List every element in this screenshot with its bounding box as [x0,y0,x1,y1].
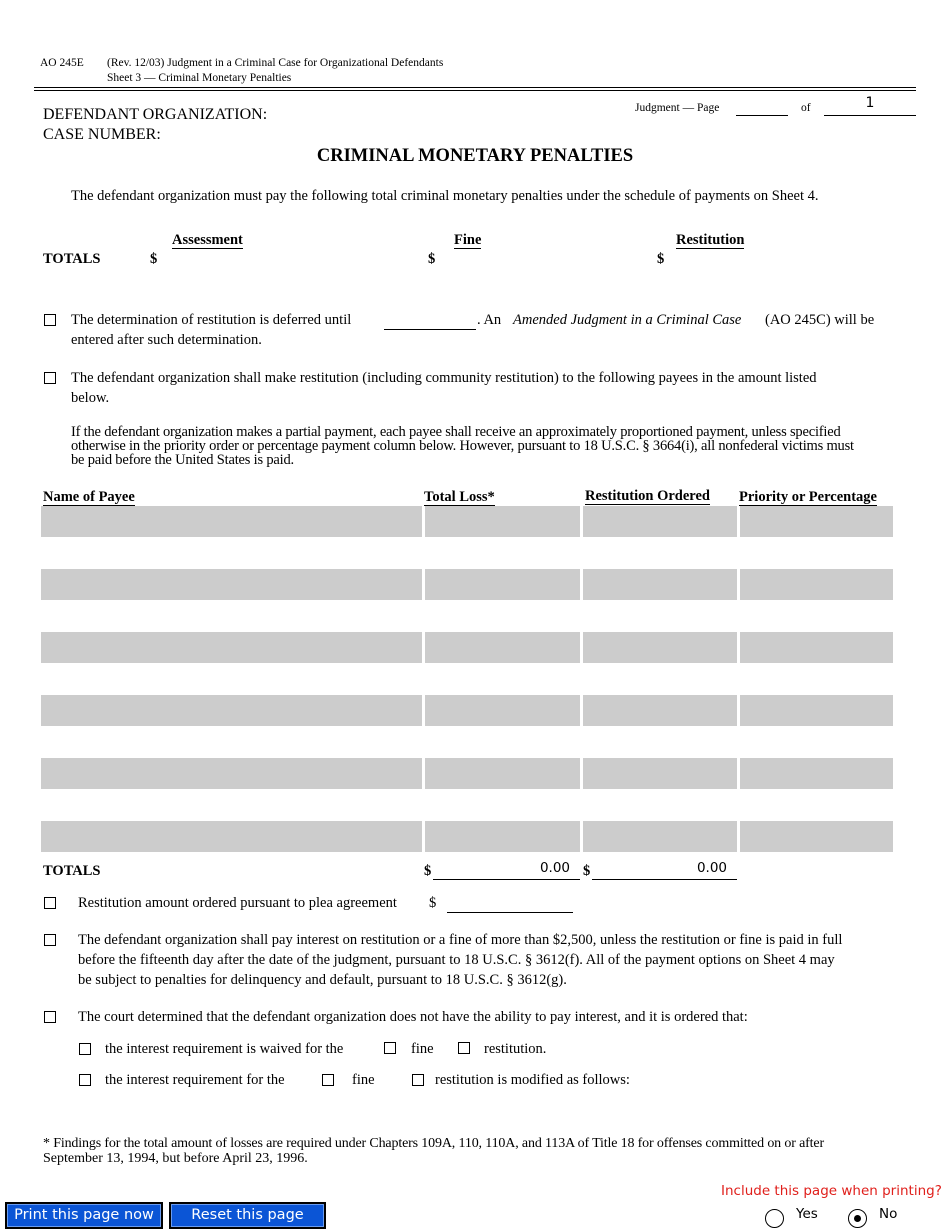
column-priority-percentage: Priority or Percentage [739,489,877,505]
print-page-button[interactable]: Print this page now [5,1202,163,1229]
table-totals-label: TOTALS [43,863,101,879]
assessment-header: Assessment [172,232,243,248]
modified-checkbox[interactable] [79,1074,91,1086]
payee-name-cell[interactable] [41,632,422,663]
include-no-radio[interactable] [848,1209,867,1228]
include-yes-radio[interactable] [765,1209,784,1228]
modified-tail-label: restitution is modified as follows: [435,1072,630,1088]
restitution-ordered-cell[interactable] [583,632,737,663]
payee-name-cell[interactable] [41,758,422,789]
partial-payment-line1: If the defendant organization makes a partial payment, each payee shall receive an approximately proportioned payment, unless specified [71,424,841,440]
deferred-text-a: The determination of restitution is deferred until [71,312,352,328]
page-title: CRIMINAL MONETARY PENALTIES [316,146,634,166]
include-page-prompt: Include this page when printing? [721,1183,942,1199]
footnote-line2: September 13, 1994, but before April 23, 1996. [43,1151,308,1166]
restitution-ordered-cell[interactable] [583,758,737,789]
total-loss-cell[interactable] [425,506,580,537]
column-restitution-ordered: Restitution Ordered [585,488,710,504]
waived-checkbox[interactable] [79,1043,91,1055]
of-label: of [801,102,811,114]
table-total-restitution-dollar: $ [583,863,591,879]
total-loss-field[interactable]: 0.00 [433,858,580,880]
modified-fine-checkbox[interactable] [322,1074,334,1086]
priority-cell[interactable] [740,695,893,726]
total-loss-cell[interactable] [425,758,580,789]
footnote-line1: * Findings for the total amount of losses are required under Chapters 109A, 110, 110A, and 113A of Title 18 for offenses committed on or after [43,1136,824,1151]
plea-checkbox[interactable] [44,897,56,909]
plea-amount-field[interactable] [447,893,573,913]
priority-cell[interactable] [740,569,893,600]
restitution-header: Restitution [676,232,745,248]
priority-cell[interactable] [740,821,893,852]
plea-dollar: $ [429,895,437,911]
priority-cell[interactable] [740,758,893,789]
column-name-of-payee: Name of Payee [43,489,135,505]
include-no-label: No [879,1206,898,1222]
fine-header: Fine [454,232,482,248]
radio-selected-dot [854,1215,861,1222]
waived-restitution-label: restitution. [484,1041,547,1057]
payee-name-cell[interactable] [41,569,422,600]
case-number-label: CASE NUMBER: [43,126,161,143]
sheet-label: Sheet 3 — Criminal Monetary Penalties [107,72,292,84]
partial-payment-line3: be paid before the United States is paid. [71,452,294,468]
deferred-text-d: entered after such determination. [71,332,262,348]
total-pages-field[interactable]: 1 [824,95,916,116]
header-rule-bottom [34,90,916,91]
reset-page-button[interactable]: Reset this page [169,1202,326,1229]
deferred-text-c: (AO 245C) will be [765,312,875,328]
interest-checkbox[interactable] [44,934,56,946]
restitution-ordered-cell[interactable] [583,821,737,852]
intro-text: The defendant organization must pay the following total criminal monetary penalties under the schedule of payments on Sheet 4. [71,188,819,204]
total-loss-cell[interactable] [425,821,580,852]
interest-line3: be subject to penalties for delinquency and default, pursuant to 18 U.S.C. § 3612(g). [78,972,567,988]
page-number-field[interactable] [736,97,788,116]
include-yes-label: Yes [796,1206,818,1222]
form-code: AO 245E [40,57,84,69]
modified-label: the interest requirement for the [105,1072,285,1088]
interest-line1: The defendant organization shall pay interest on restitution or a fine of more than $2,500, unless the restitution or fine is paid in full [78,932,843,948]
restitution-payees-checkbox[interactable] [44,372,56,384]
table-total-loss-dollar: $ [424,863,432,879]
waived-fine-label: fine [411,1041,434,1057]
restitution-ordered-cell[interactable] [583,506,737,537]
ability-text: The court determined that the defendant organization does not have the ability to pay interest, and it is ordered that: [78,1009,748,1025]
judgment-page-label: Judgment — Page [635,102,720,114]
deferred-date-field[interactable] [384,311,476,330]
assessment-dollar: $ [150,251,158,267]
total-loss-cell[interactable] [425,695,580,726]
deferred-amended-title: Amended Judgment in a Criminal Case [513,312,742,328]
plea-text: Restitution amount ordered pursuant to plea agreement [78,895,397,911]
form-title: (Rev. 12/03) Judgment in a Criminal Case for Organizational Defendants [107,57,444,69]
defendant-label: DEFENDANT ORGANIZATION: [43,106,268,123]
ability-checkbox[interactable] [44,1011,56,1023]
modified-fine-label: fine [352,1072,375,1088]
waived-fine-checkbox[interactable] [384,1042,396,1054]
payee-name-cell[interactable] [41,695,422,726]
restitution-ordered-cell[interactable] [583,569,737,600]
column-total-loss: Total Loss* [424,489,495,505]
interest-line2: before the fifteenth day after the date of the judgment, pursuant to 18 U.S.C. § 3612(f). All of the payment options on Sheet 4 may [78,952,835,968]
restitution-payees-line2: below. [71,390,110,406]
partial-payment-line2: otherwise in the priority order or percentage payment column below. However, pursuant to 18 U.S.C. § 3664(i), all nonfederal victims must [71,438,854,454]
restitution-dollar: $ [657,251,665,267]
waived-restitution-checkbox[interactable] [458,1042,470,1054]
header-rule-top [34,87,916,88]
restitution-ordered-cell[interactable] [583,695,737,726]
waived-label: the interest requirement is waived for the [105,1041,344,1057]
restitution-payees-line1: The defendant organization shall make restitution (including community restitution) to the following payees in the amount listed [71,370,817,386]
priority-cell[interactable] [740,632,893,663]
total-loss-cell[interactable] [425,632,580,663]
total-restitution-field[interactable]: 0.00 [592,858,737,880]
totals-label: TOTALS [43,251,101,267]
modified-restitution-checkbox[interactable] [412,1074,424,1086]
deferred-checkbox[interactable] [44,314,56,326]
fine-dollar: $ [428,251,436,267]
priority-cell[interactable] [740,506,893,537]
deferred-text-b: . An [477,312,502,328]
payee-name-cell[interactable] [41,821,422,852]
total-loss-cell[interactable] [425,569,580,600]
payee-name-cell[interactable] [41,506,422,537]
